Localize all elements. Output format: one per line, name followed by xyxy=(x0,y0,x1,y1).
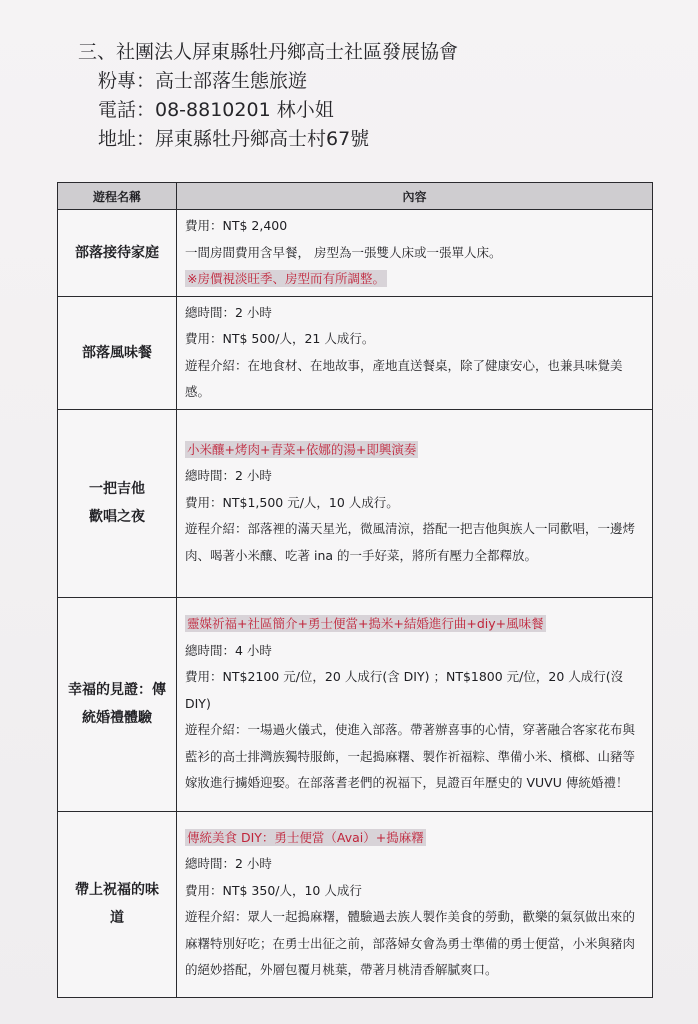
highlight-line-wrapper xyxy=(185,611,646,638)
highlight-line-wrapper xyxy=(185,437,646,464)
column-header-name: 遊程名稱 xyxy=(58,183,177,210)
row-line: 總時間：2 小時 xyxy=(185,304,272,320)
fanpage-line: 粉專：高士部落生態旅遊 xyxy=(98,70,308,92)
row-name xyxy=(58,409,177,597)
address-line: 地址：屏東縣牡丹鄉高士村67號 xyxy=(98,128,370,150)
row-line: 一間房間費用含早餐， 房型為一張雙人床或一張單人床。 xyxy=(185,244,502,260)
row-content xyxy=(177,210,653,297)
row-name xyxy=(58,597,177,811)
row-line: 費用：NT$ 350/人，10 人成行 xyxy=(185,882,362,898)
price-note-highlight: ※房價視淡旺季、房型而有所調整。 xyxy=(187,271,385,286)
phone-line: 電話：08-8810201 林小姐 xyxy=(98,99,334,121)
program-highlight: 靈媒祈福+社區簡介+勇士便當+搗米+結婚進行曲+diy+風味餐 xyxy=(187,616,544,632)
row-name-text: 幸福的見證：傳統婚禮體驗 xyxy=(68,682,166,726)
row-content xyxy=(177,296,653,409)
row-line: 總時間：2 小時 xyxy=(185,468,272,484)
itinerary-table xyxy=(57,182,653,998)
row-line: 費用：NT$ 2,400 xyxy=(185,218,288,233)
row-line: 總時間：4 小時 xyxy=(185,642,272,658)
row-name-text: 帶上祝福的味道 xyxy=(75,882,159,926)
highlight-line-wrapper xyxy=(185,825,646,852)
row-content xyxy=(177,409,653,597)
row-line: 費用：NT$1,500 元/人，10 人成行。 xyxy=(185,494,399,510)
row-line: 總時間：2 小時 xyxy=(185,856,272,871)
row-name-text: 一把吉他歡唱之夜 xyxy=(89,481,145,525)
row-name: 部落接待家庭 xyxy=(58,210,177,297)
row-name xyxy=(58,811,177,997)
org-title: 三、社團法人屏東縣牡丹鄉高士社區發展協會 xyxy=(78,41,459,63)
org-header xyxy=(78,38,458,154)
table-row xyxy=(58,210,653,297)
column-header-content: 內容 xyxy=(177,183,653,210)
table-header-row xyxy=(58,183,653,210)
table-row xyxy=(58,597,653,811)
row-intro: 遊程介紹：一場過火儀式，使進入部落。帶著辦喜事的心情，穿著融合客家花布與藍衫的高士排灣族獨特服飾，一起搗麻糬、製作祈福粽、準備小米、檳榔、山豬等嫁妝進行擄婚迎娶。在部落耆老們的祝福下，見證百年歷史的 VUVU 傳統婚禮！ xyxy=(185,722,636,791)
row-line: 費用：NT$ 500/人，21 人成行。 xyxy=(185,331,375,346)
food-diy-highlight: 傳統美食 DIY：勇士便當（Avai）+搗麻糬 xyxy=(187,829,424,845)
row-intro: 遊程介紹：眾人一起搗麻糬，體驗過去族人製作美食的勞動，歡樂的氣氛做出來的麻糬特別好吃；在勇士出征之前，部落婦女會為勇士準備的勇士便當，小米與豬肉的絕妙搭配，外層包覆月桃葉，帶著月桃清香解膩爽口。 xyxy=(185,909,636,977)
menu-highlight: 小米釀+烤肉+青菜+依娜的湯+即興演奏 xyxy=(187,441,417,457)
row-intro: 遊程介紹：部落裡的滿天星光，微風清涼，搭配一把吉他與族人一同歡唱，一邊烤肉、喝著小米釀、吃著 ina 的一手好菜，將所有壓力全都釋放。 xyxy=(185,521,636,563)
table-row xyxy=(58,409,653,597)
table-row xyxy=(58,296,653,409)
row-intro: 遊程介紹：在地食材、在地故事，產地直送餐桌，除了健康安心，也兼具味覺美感。 xyxy=(185,357,623,399)
row-name: 部落風味餐 xyxy=(58,296,177,409)
table-row xyxy=(58,811,653,997)
highlight-line-wrapper xyxy=(185,266,646,293)
row-content xyxy=(177,597,653,811)
row-fee: 費用：NT$2100 元/位，20 人成行(含 DIY) ；NT$1800 元/位，20 人成行(沒 DIY) xyxy=(185,669,624,711)
row-content xyxy=(177,811,653,997)
